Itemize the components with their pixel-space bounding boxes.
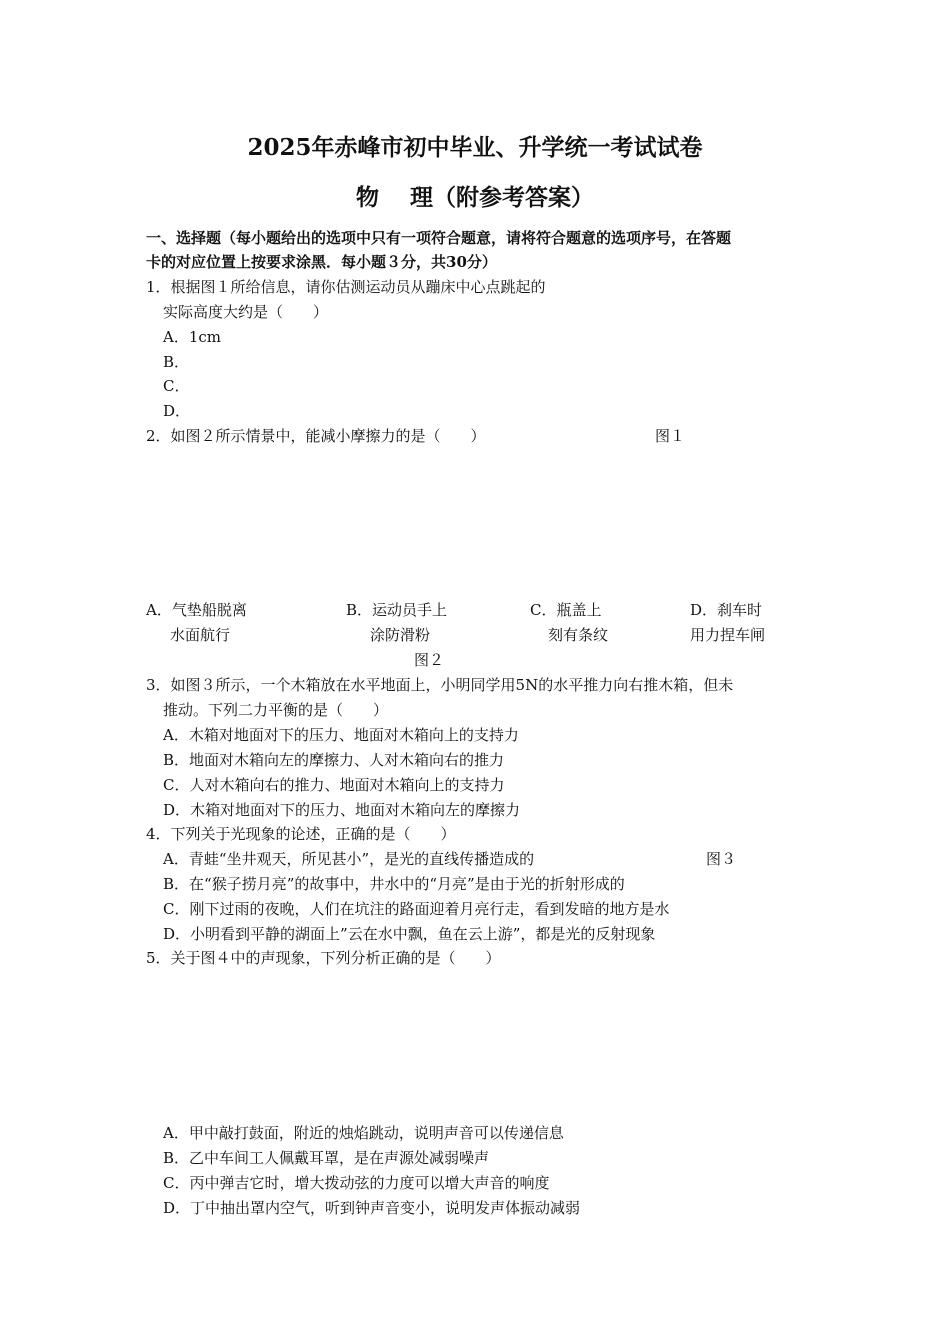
q3-option-a: A．木箱对地面对下的压力、地面对木箱向上的支持力 bbox=[163, 726, 519, 744]
q3-option-b: B．地面对木箱向左的摩擦力、人对木箱向右的推力 bbox=[163, 751, 505, 769]
q4-option-c: C．刚下过雨的夜晚，人们在坑注的路面迎着月亮行走，看到发暗的地方是水 bbox=[163, 900, 670, 918]
q3-stem: 3．如图３所示，一个木箱放在水平地面上，小明同学用5N的水平推力向右推木箱，但未 bbox=[146, 676, 734, 694]
figure-1-label: 图１ bbox=[655, 427, 686, 445]
q4-option-a: A．青蛙“坐井观天，所见甚小”，是光的直线传播造成的 bbox=[163, 850, 535, 868]
exam-title: 2025年赤峰市初中毕业、升学统一考试试卷 bbox=[247, 134, 703, 161]
q1-stem-cont: 实际高度大约是（ ） bbox=[163, 303, 329, 321]
figure-2-label: 图２ bbox=[414, 651, 445, 669]
q1-option-a: A．1cm bbox=[163, 328, 222, 346]
q2-stem: 2．如图２所示情景中，能减小摩擦力的是（ ） bbox=[146, 427, 486, 445]
q5-option-b: B．乙中车间工人佩戴耳罩，是在声源处减弱噪声 bbox=[163, 1149, 490, 1167]
q1-option-b: B． bbox=[163, 353, 190, 371]
q2-option-c: C．瓶盖上 bbox=[530, 601, 602, 619]
q2-option-c-cont: 刻有条纹 bbox=[548, 626, 609, 644]
q4-option-d: D．小明看到平静的湖面上”云在水中飘，鱼在云上游”，都是光的反射现象 bbox=[163, 925, 656, 943]
q2-option-d: D．刹车时 bbox=[690, 601, 763, 619]
q2-option-b-cont: 涂防滑粉 bbox=[370, 626, 431, 644]
q3-option-c: C．人对木箱向右的推力、地面对木箱向上的支持力 bbox=[163, 776, 505, 794]
exam-subtitle: 物 理（附参考答案） bbox=[355, 184, 594, 211]
figure-3-label: 图３ bbox=[706, 850, 737, 868]
section-heading-line2: 卡的对应位置上按要求涂黑．每小题３分，共30分） bbox=[146, 253, 497, 271]
q4-option-b: B．在“猴子捞月亮”的故事中，井水中的“月亮”是由于光的折射形成的 bbox=[163, 875, 625, 893]
q1-stem: 1．根据图１所给信息，请你估测运动员从蹦床中心点跳起的 bbox=[146, 278, 546, 296]
q4-stem: 4．下列关于光现象的论述，正确的是（ ） bbox=[146, 825, 456, 843]
q2-option-d-cont: 用力捏车闸 bbox=[690, 626, 766, 644]
q5-option-c: C．丙中弹吉它时，增大拨动弦的力度可以增大声音的响度 bbox=[163, 1174, 550, 1192]
q5-option-a: A．甲中敲打鼓面，附近的烛焰跳动，说明声音可以传递信息 bbox=[163, 1124, 564, 1142]
q5-option-d: D．丁中抽出罩内空气，听到钟声音变小，说明发声体振动减弱 bbox=[163, 1199, 581, 1217]
q2-option-b: B．运动员手上 bbox=[346, 601, 448, 619]
q3-option-d: D．木箱对地面对下的压力、地面对木箱向左的摩擦力 bbox=[163, 801, 521, 819]
q3-stem-cont: 推动。下列二力平衡的是（ ） bbox=[163, 701, 389, 719]
q5-stem: 5．关于图４中的声现象，下列分析正确的是（ ） bbox=[146, 949, 501, 967]
q2-option-a-cont: 水面航行 bbox=[170, 626, 231, 644]
q2-option-a: A．气垫船脱离 bbox=[146, 601, 247, 619]
q1-option-c: C． bbox=[163, 377, 190, 395]
q1-option-d: D． bbox=[163, 402, 191, 420]
section-heading-line1: 一、选择题（每小题给出的选项中只有一项符合题意，请将符合题意的选项序号，在答题 bbox=[146, 229, 732, 247]
